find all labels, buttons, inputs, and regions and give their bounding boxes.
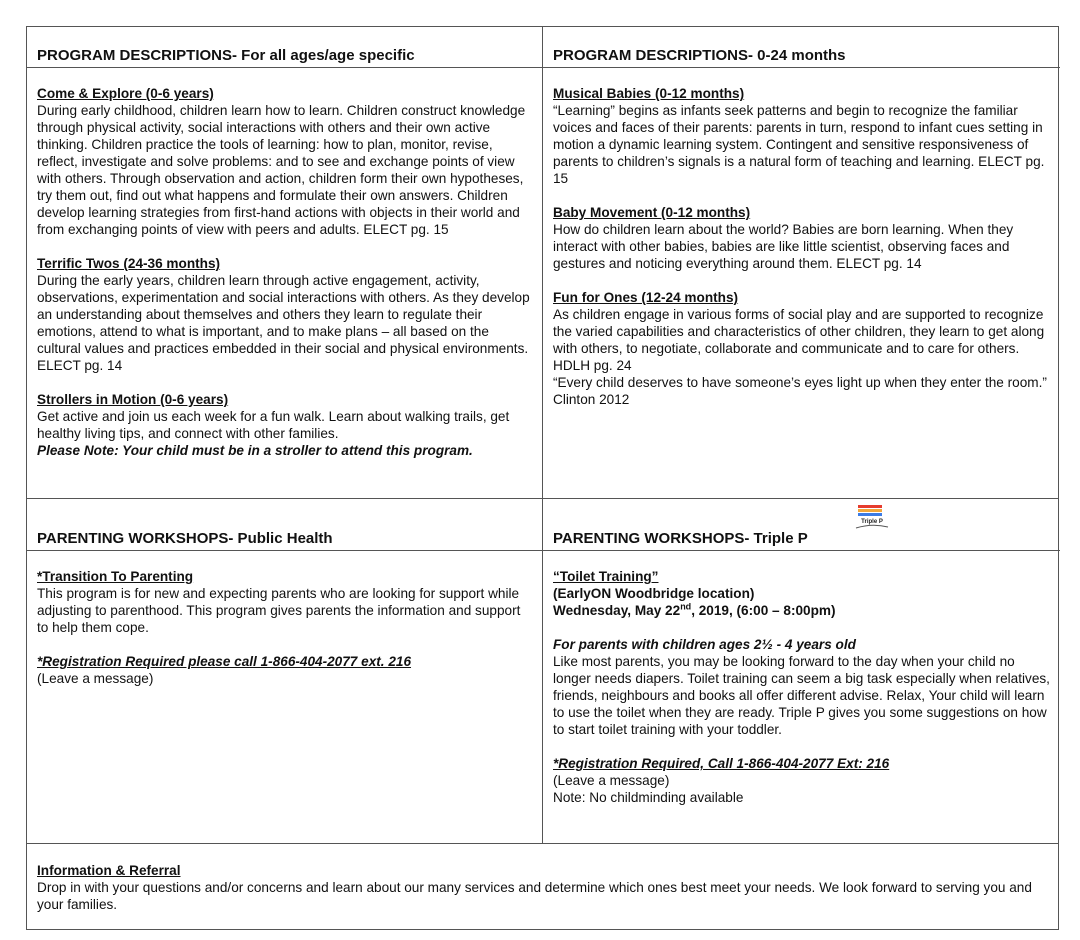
header-public-health: PARENTING WORKSHOPS- Public Health	[27, 499, 543, 551]
triple-p-header-text: PARENTING WORKSHOPS- Triple P	[553, 530, 808, 547]
triple-p-logo-text: Triple P	[861, 519, 883, 525]
fun-for-ones-ref: HDLH pg. 24	[553, 358, 632, 373]
header-0-24-months: PROGRAM DESCRIPTIONS- 0-24 months	[543, 27, 1060, 68]
terrific-twos-body: During the early years, children learn through active engagement, activity, observations, experimentation and social interactions with others. As they develop an understanding about themselves and others they learn to regulate their emotions, attend to what is important, and to make plans – all based on the cultural values and practices embedded in their social and physical environments. ELECT pg. 14	[37, 273, 530, 373]
come-explore-body: During early childhood, children learn how to learn. Children construct knowledge through physical activity, social interactions with others and their own active thinking. Children practice the tools of learning: how to plan, monitor, revise, reflect, investigate and solve problems: and to see and exchange points of view with others. Through observation and action, children form their own hypotheses, try them out, find out what happens and formulate their own answers. Children develop learning strategies from first-hand actions with objects in their world and from exchanging points of view with peers and adults. ELECT pg. 15	[37, 103, 526, 237]
toilet-training-audience: For parents with children ages 2½ - 4 years old	[553, 637, 856, 652]
toilet-training-date: Wednesday, May 22nd, 2019, (6:00 – 8:00pm)	[553, 601, 836, 618]
all-ages-programs	[27, 68, 543, 498]
fun-for-ones-quote: “Every child deserves to have someone’s eyes light up when they enter the room.” Clinton 2012	[553, 375, 1047, 407]
infant-programs	[543, 68, 1060, 498]
toilet-training-body: Like most parents, you may be looking forward to the day when your child no longer needs diapers. Toilet training can seem a big task especially when relatives, friends, neighbours and books all offer different advise. Relax, Your child will learn to use the toilet when they are ready. Triple P gives you some suggestions on how to start toilet training with your toddler.	[553, 654, 1050, 737]
musical-babies-body: “Learning” begins as infants seek patterns and begin to recognize the familiar voices and faces of their parents: parents in turn, respond to infant cues setting in motion a dynamic learning system. Contingent and sensitive responsiveness of parents to children’s signals is a natural form of teaching and learning. ELECT pg. 15	[553, 103, 1045, 186]
info-referral-body: Drop in with your questions and/or concerns and learn about our many services and determine which ones best meet your needs. We look forward to serving you and your families.	[37, 880, 1032, 912]
toilet-training-note: Note: No childminding available	[553, 790, 744, 805]
information-referral	[26, 844, 1059, 930]
baby-movement-body: How do children learn about the world? Babies are born learning. When they interact with other babies, babies are like little scientist, observing faces and gestures and noticing everything around them. ELECT pg. 14	[553, 222, 1014, 271]
transition-body: This program is for new and expecting parents who are looking for support while adjusting to parenthood. This program gives parents the information and support to help them cope.	[37, 586, 521, 635]
header-triple-p	[543, 499, 1060, 551]
triple-p-logo	[852, 501, 892, 533]
fun-for-ones-body: As children engage in various forms of social play and are supported to recognize the varied capabilities and characteristics of other children, they learn to get along with others, to negotiate, collaborate and communicate and to care for others.	[553, 307, 1045, 356]
program-descriptions-row	[26, 26, 1059, 499]
program-sheet	[26, 26, 1059, 930]
toilet-training-location: (EarlyON Woodbridge location)	[553, 586, 755, 601]
parenting-workshops-row	[26, 499, 1059, 844]
come-explore-title: Come & Explore (0-6 years)	[37, 86, 214, 101]
header-all-ages: PROGRAM DESCRIPTIONS- For all ages/age specific	[27, 27, 543, 68]
strollers-title: Strollers in Motion (0-6 years)	[37, 392, 229, 407]
transition-registration: *Registration Required please call 1-866-404-2077 ext. 216	[37, 654, 412, 669]
baby-movement-title: Baby Movement (0-12 months)	[553, 205, 751, 220]
strollers-body: Get active and join us each week for a fun walk. Learn about walking trails, get healthy living tips, and connect with other families.	[37, 409, 510, 441]
triple-p-workshop	[543, 551, 1060, 843]
toilet-training-leave-message: (Leave a message)	[553, 773, 670, 788]
fun-for-ones-title: Fun for Ones (12-24 months)	[553, 290, 739, 305]
strollers-note: Please Note: Your child must be in a stroller to attend this program.	[37, 443, 473, 458]
terrific-twos-title: Terrific Twos (24-36 months)	[37, 256, 221, 271]
toilet-training-title: “Toilet Training”	[553, 569, 659, 584]
toilet-training-registration: *Registration Required, Call 1-866-404-2077 Ext: 216	[553, 756, 890, 771]
musical-babies-title: Musical Babies (0-12 months)	[553, 86, 745, 101]
info-referral-title: Information & Referral	[37, 863, 181, 878]
public-health-workshop	[27, 551, 543, 843]
transition-leave-message: (Leave a message)	[37, 671, 154, 686]
transition-title: *Transition To Parenting	[37, 569, 194, 584]
